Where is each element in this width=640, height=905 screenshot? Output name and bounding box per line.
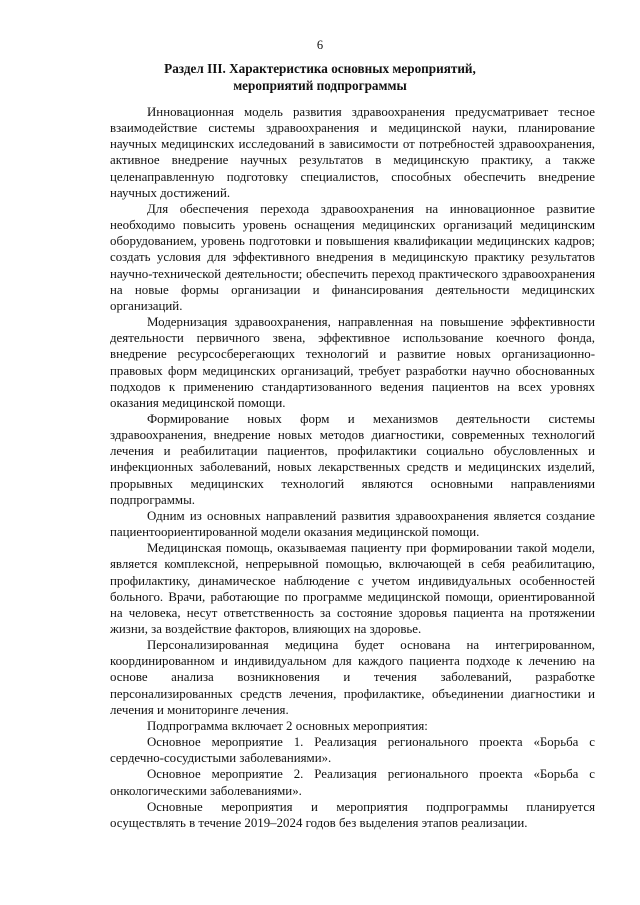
section-body [110,104,595,831]
paragraph-main-activity-1: Основное мероприятие 1. Реализация регионального проекта «Борьба с сердечно-сосудистыми заболеваниями». [110,735,595,766]
paragraph-main-activity-2: Основное мероприятие 2. Реализация регионального проекта «Борьба с онкологическими заболеваниями». [110,767,595,798]
paragraph-personalized-medicine: Персонализированная медицина будет основана на интегрированном, координированном и индивидуальном для каждого пациента подходе к лечению на основе анализа возникновения и течения заболеваний, разработке персонализированных средств лечения, профилактике, объединении диагностики и лечения и мониторинге лечения. [110,638,595,717]
paragraph-implementation-period: Основные мероприятия и мероприятия подпрограммы планируется осуществлять в течение 2019–2024 годов без выделения этапов реализации. [110,799,595,830]
page-number: 6 [316,38,324,52]
section-heading-line-1: Раздел III. Характеристика основных мероприятий, [164,61,476,76]
paragraph-transition-conditions: Для обеспечения перехода здравоохранения на инновационное развитие необходимо повысить уровень оснащения медицинских организаций медицинским оборудованием, уровень подготовки и повышения квалификации медицинских кадров; создать условия для эффективного внедрения в медицинскую практику результатов научно-технической деятельности; обеспечить переход практического здравоохранения на новые формы организации и финансирования деятельности медицинских организаций. [110,201,595,313]
paragraph-innovation-model: Инновационная модель развития здравоохранения предусматривает тесное взаимодействие системы здравоохранения и медицинской науки, планирование научных медицинских исследований в зависимости от потребностей здравоохранения, активное внедрение научных результатов в медицинскую практику, а также целенаправленную подготовку специалистов, способных обеспечить внедрение научных достижений. [110,105,595,200]
section-heading-line-2: мероприятий подпрограммы [233,78,407,93]
paragraph-medical-care: Медицинская помощь, оказываемая пациенту при формировании такой модели, является комплексной, непрерывной помощью, включающей в себя реабилитацию, профилактику, динамическое наблюдение с учетом индивидуальных особенностей больного. Врачи, работающие по программе медицинской помощи, ориентированной на человека, несут ответственность за состояние здоровья пациента на протяжении жизни, за воздействие факторов, влияющих на здоровье. [110,541,595,636]
section-heading [110,60,530,94]
paragraph-subprogram-includes: Подпрограмма включает 2 основных мероприятия: [147,718,428,733]
paragraph-patient-oriented-model: Одним из основных направлений развития здравоохранения является создание пациентоориентированной модели оказания медицинской помощи. [110,508,595,540]
paragraph-modernization: Модернизация здравоохранения, направленная на повышение эффективности деятельности первичного звена, эффективное использование коечного фонда, внедрение ресурсосберегающих технологий и развитие новых организационно-правовых форм медицинских организаций, требует разработки научно обоснованных подходов к применению стандартизованного ведения пациентов на всех уровнях оказания медицинской помощи. [110,315,595,410]
paragraph-new-forms: Формирование новых форм и механизмов деятельности системы здравоохранения, внедрение новых методов диагностики, современных технологий лечения и реабилитации пациентов, профилактики социально обусловленных и инфекционных заболеваний, новых лекарственных средств и медицинских изделий, прорывных медицинских технологий являются основными направлениями подпрограммы. [110,411,595,507]
